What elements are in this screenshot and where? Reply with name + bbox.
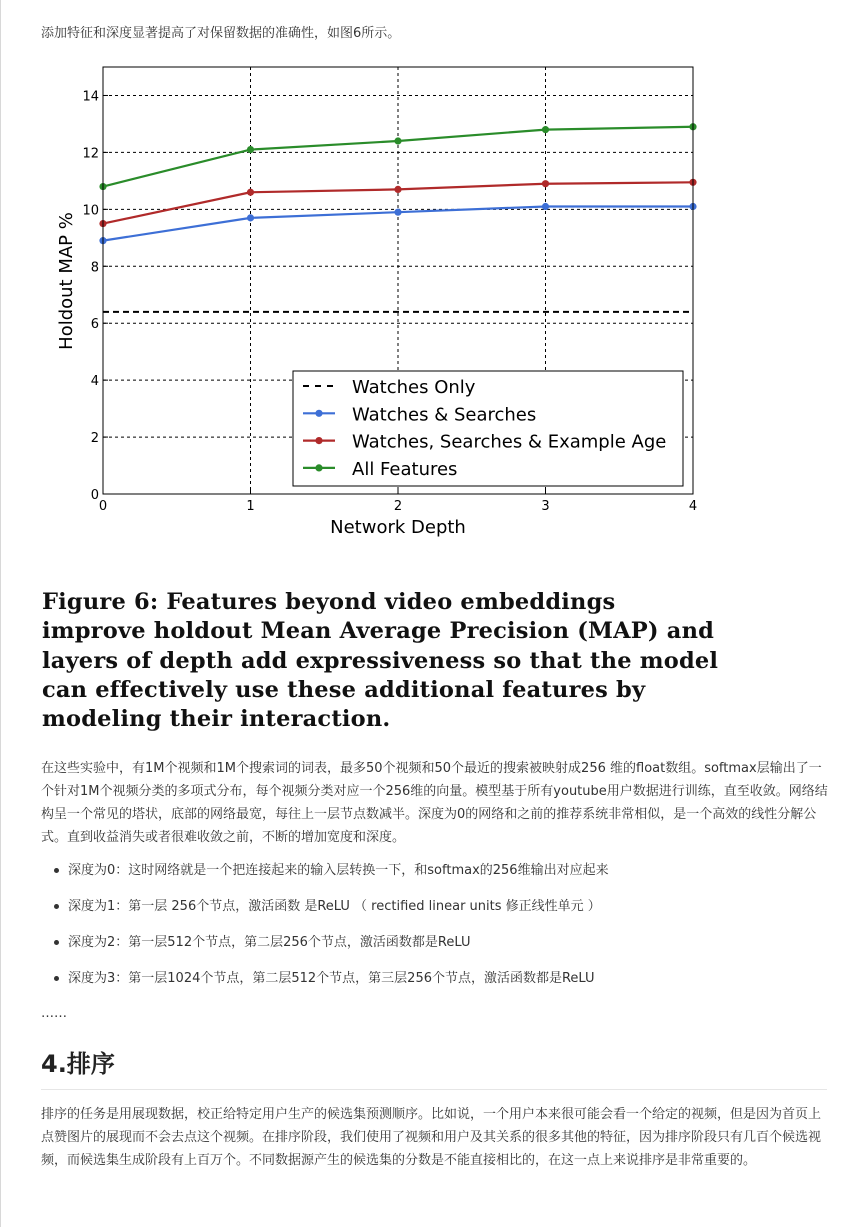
legend-label: Watches, Searches & Example Age <box>352 431 667 453</box>
data-point <box>394 137 401 144</box>
legend-label: Watches Only <box>352 377 476 398</box>
paragraph-experiments: 在这些实验中，有1M个视频和1M个搜索词的词表，最多50个视频和50个最近的搜索被映射成256 维的float数组。softmax层输出了一个针对1M个视频分类的多项式分布，每个视频分类对应一个256维的向量。模型基于所有youtube用户数据进行训练，直至收敛。网络结构呈一个常见的塔状，底部的网络最宽，每往上一层节点数减半。深度为0的网络和之前的推荐系统非常相似，是一个高效的线性分解公式。直到收益消失或者很难收敛之前，不断的增加宽度和深度。 <box>41 761 828 845</box>
x-tick-label: 4 <box>688 499 698 514</box>
data-point <box>542 203 549 210</box>
y-axis-label: Holdout MAP % <box>56 212 77 350</box>
legend-label: Watches & Searches <box>352 404 537 426</box>
x-tick-label: 3 <box>541 499 550 514</box>
data-point <box>542 126 549 133</box>
legend-marker <box>315 437 322 444</box>
data-point <box>394 209 401 216</box>
list-item: 深度为1：第一层 256个节点，激活函数 是ReLU （ rectified linear units 修正线性单元 ） <box>50 894 609 930</box>
y-tick-label: 14 <box>82 89 99 105</box>
y-tick-label: 12 <box>82 146 99 162</box>
x-axis-label: Network Depth <box>330 517 466 538</box>
map-line-chart <box>0 0 868 560</box>
list-item: 深度为3：第一层1024个节点，第二层512个节点，第三层256个节点，激活函数都是ReLU <box>50 966 609 1002</box>
data-point <box>247 214 254 221</box>
data-point <box>542 180 549 187</box>
list-item: 深度为0：这时网络就是一个把连接起来的输入层转换一下，和softmax的256维输出对应起来 <box>50 858 609 894</box>
y-tick-label: 6 <box>90 317 99 333</box>
legend-label: All Features <box>352 458 458 480</box>
x-tick-label: 0 <box>98 499 108 514</box>
section-heading: 4.排序 <box>41 1050 115 1078</box>
legend-marker <box>315 464 322 471</box>
data-point <box>394 186 401 193</box>
x-tick-label: 2 <box>393 499 403 514</box>
y-tick-label: 8 <box>90 260 99 276</box>
y-tick-label: 4 <box>90 374 99 390</box>
depth-list <box>50 858 609 1002</box>
y-tick-label: 0 <box>90 488 99 503</box>
data-point <box>247 189 254 196</box>
heading-divider <box>41 1089 827 1090</box>
ellipsis: …… <box>41 1006 67 1021</box>
y-tick-label: 10 <box>82 203 99 219</box>
legend <box>293 371 683 486</box>
paragraph-ranking: 排序的任务是用展现数据，校正给特定用户生产的候选集预测顺序。比如说，一个用户本来很可能会看一个给定的视频，但是因为首页上点赞图片的展现而不会去点这个视频。在排序阶段，我们使用了视频和用户及其关系的很多其他的特征，因为排序阶段只有几百个候选视频，而候选集生成阶段有上百万个。不同数据源产生的候选集的分数是不能直接相比的，在这一点上来说排序是非常重要的。 <box>41 1107 822 1168</box>
data-point <box>247 146 254 153</box>
x-tick-label: 1 <box>246 499 255 514</box>
intro-text: 添加特征和深度显著提高了对保留数据的准确性，如图6所示。 <box>41 26 401 41</box>
list-item: 深度为2：第一层512个节点，第二层256个节点，激活函数都是ReLU <box>50 930 609 966</box>
legend-marker <box>315 410 322 417</box>
figure-caption: Figure 6: Features beyond video embeddings improve holdout Mean Average Precision (MAP) and layers of depth add expressiveness so that the model can effectively use these additional features by modeling their interaction. <box>42 589 719 733</box>
y-tick-label: 2 <box>90 431 99 447</box>
